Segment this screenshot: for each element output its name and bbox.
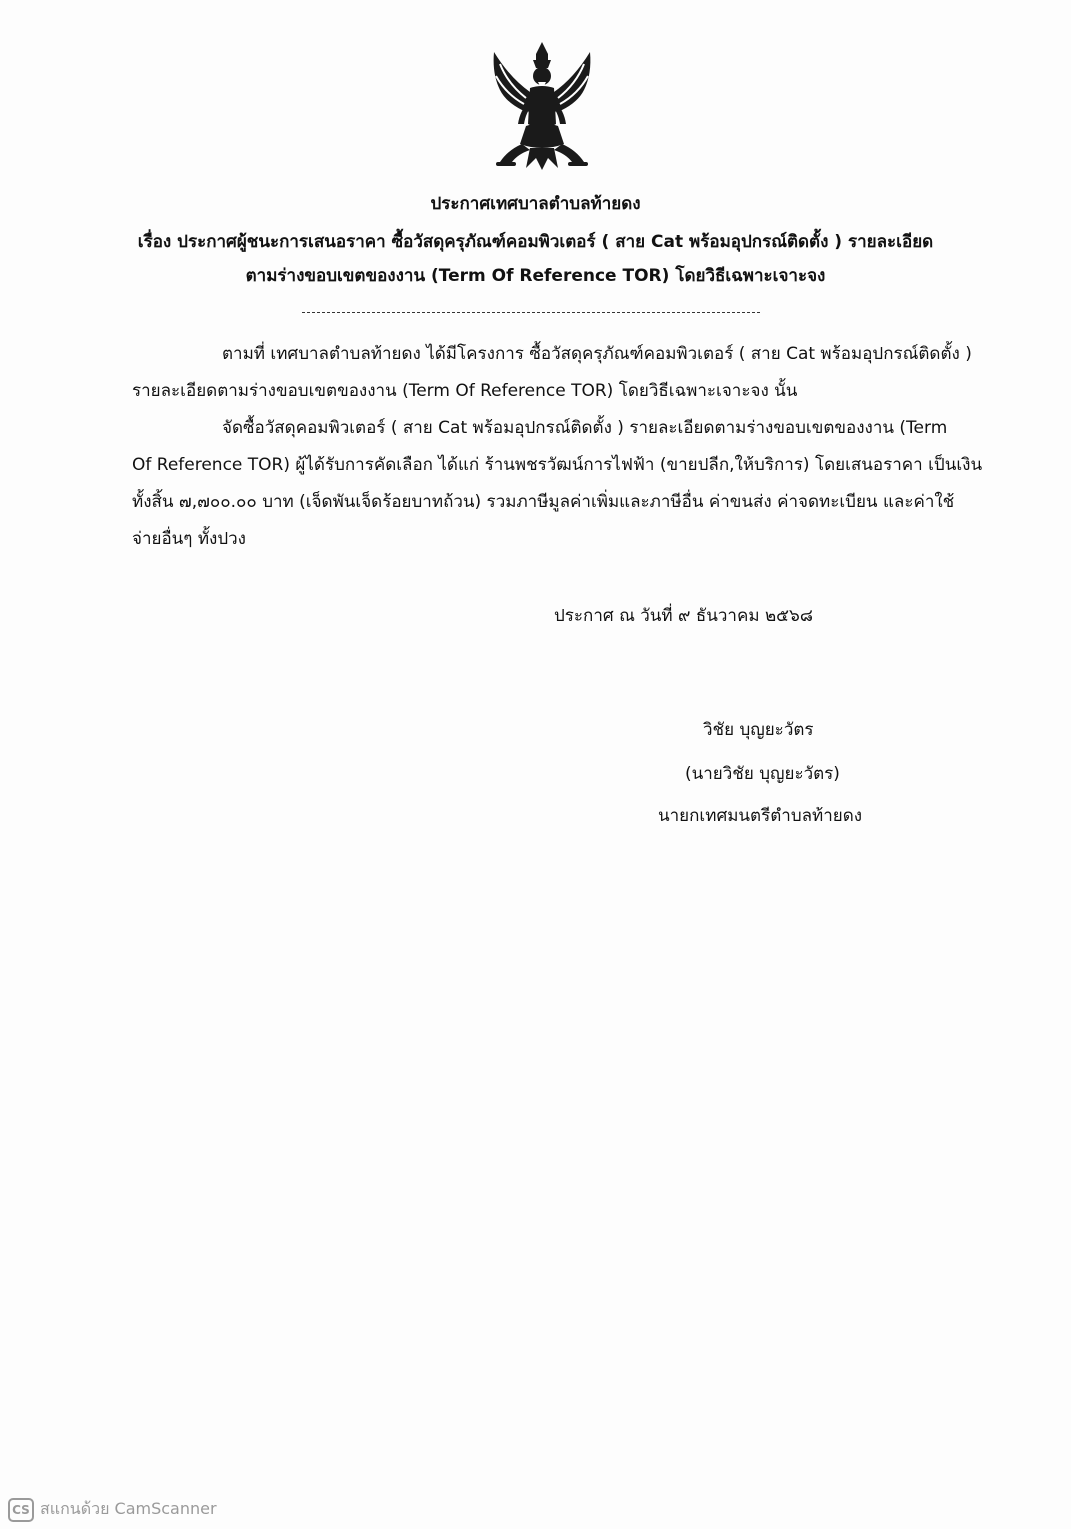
paragraph-2-line-1: จัดซื้อวัสดุคอมพิวเตอร์ ( สาย Cat พร้อมอุปกรณ์ติดตั้ง ) รายละเอียดตามร่างขอบเขตของงาน (Term — [222, 418, 948, 438]
subject-line-2: ตามร่างขอบเขตของงาน (Term Of Reference TOR) โดยวิธีเฉพาะเจาะจง — [245, 266, 826, 286]
paragraph-1-line-2: รายละเอียดตามร่างขอบเขตของงาน (Term Of Reference TOR) โดยวิธีเฉพาะเจาะจง นั้น — [132, 381, 798, 401]
header-divider — [302, 312, 760, 313]
paragraph-1-line-1: ตามที่ เทศบาลตำบลท้ายดง ได้มีโครงการ ซื้อวัสดุครุภัณฑ์คอมพิวเตอร์ ( สาย Cat พร้อมอุปกรณ์ติดตั้ง ) — [222, 344, 972, 364]
signatory-printed-name: (นายวิชัย บุญยะวัตร) — [685, 764, 840, 784]
announcement-title: ประกาศเทศบาลตำบลท้ายดง — [430, 194, 641, 214]
signature-name: วิชัย บุญยะวัตร — [703, 720, 814, 740]
garuda-emblem-icon — [486, 40, 598, 172]
announcement-date: ประกาศ ณ วันที่ ๙ ธันวาคม ๒๕๖๘ — [554, 606, 813, 626]
camscanner-logo-icon: CS — [8, 1498, 34, 1522]
camscanner-text: สแกนด้วย CamScanner — [40, 1499, 217, 1518]
paragraph-2-line-4: จ่ายอื่นๆ ทั้งปวง — [132, 529, 246, 549]
paragraph-2-line-3: ทั้งสิ้น ๗,๗๐๐.๐๐ บาท (เจ็ดพันเจ็ดร้อยบาทถ้วน) รวมภาษีมูลค่าเพิ่มและภาษีอื่น ค่าขนส่ง ค่าจดทะเบียน และค่าใช้ — [132, 492, 955, 512]
subject-line-1: เรื่อง ประกาศผู้ชนะการเสนอราคา ซื้อวัสดุครุภัณฑ์คอมพิวเตอร์ ( สาย Cat พร้อมอุปกรณ์ติดตั้ง ) รายละเอียด — [137, 232, 934, 252]
camscanner-footer — [8, 1497, 217, 1522]
paragraph-2-line-2: Of Reference TOR) ผู้ได้รับการคัดเลือก ได้แก่ ร้านพชรวัฒน์การไฟฟ้า (ขายปลีก,ให้บริการ) โดยเสนอราคา เป็นเงิน — [132, 455, 983, 475]
signatory-position: นายกเทศมนตรีตำบลท้ายดง — [658, 806, 863, 826]
